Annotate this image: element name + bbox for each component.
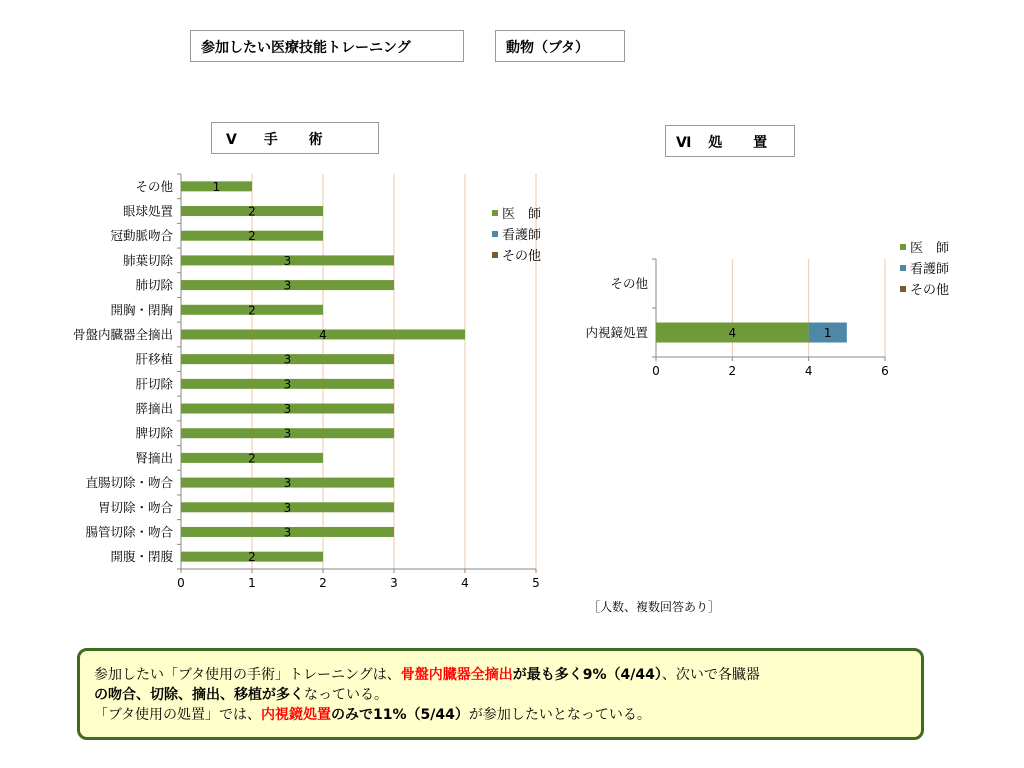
surgery-category-label: 開腹・閉腹 — [110, 549, 173, 565]
surgery-category-label: 肝切除 — [135, 376, 173, 392]
surgery-data-label: 3 — [283, 377, 292, 392]
surgery-category-label: その他 — [135, 178, 173, 194]
page-title: 参加したい医療技能トレーニング — [190, 30, 464, 62]
surgery-x-tick-label: 1 — [248, 576, 256, 590]
legend-item-doctor — [900, 236, 949, 257]
legend-label-other: その他 — [910, 283, 950, 298]
legend-swatch-doctor — [492, 210, 498, 216]
summary-line-3 — [94, 705, 907, 725]
legend-swatch-other — [900, 286, 906, 292]
summary-highlight: 骨盤内臓器全摘出 — [400, 667, 513, 683]
legend-swatch-nurse — [492, 231, 498, 237]
legend-item-nurse — [492, 223, 541, 244]
surgery-data-label: 3 — [283, 402, 292, 417]
surgery-data-label: 3 — [283, 278, 292, 293]
procedure-category-label: その他 — [610, 276, 648, 291]
procedure-title-numeral: Ⅵ — [676, 135, 692, 151]
surgery-data-label: 2 — [248, 550, 256, 565]
legend-item-other — [492, 244, 541, 265]
procedure-title-char1: 処 — [708, 135, 723, 151]
surgery-data-label: 2 — [248, 204, 256, 219]
summary-text: 参加したい「ブタ使用の手術」トレーニングは、 — [94, 667, 401, 683]
legend-swatch-doctor — [900, 244, 906, 250]
surgery-data-label: 3 — [283, 253, 292, 268]
summary-text: が参加したいとなっている。 — [468, 707, 651, 723]
surgery-data-label: 4 — [319, 327, 327, 342]
surgery-title-char2: 術 — [308, 132, 323, 148]
surgery-data-label: 2 — [248, 451, 256, 466]
surgery-data-label: 3 — [283, 352, 292, 367]
procedure-title-char2: 置 — [753, 135, 768, 151]
summary-bold: のみで11%（5/44） — [331, 707, 469, 723]
procedure-x-tick-label: 0 — [652, 364, 660, 378]
legend-label-other: その他 — [502, 249, 542, 264]
legend-label-doctor: 医 師 — [910, 241, 950, 256]
surgery-category-label: 腸管切除・吻合 — [85, 524, 173, 540]
legend-label-nurse: 看護師 — [910, 262, 950, 277]
surgery-category-label: 腎摘出 — [135, 450, 173, 466]
surgery-x-tick-label: 4 — [461, 576, 469, 590]
summary-text: なっている。 — [304, 687, 388, 703]
surgery-category-label: 膵摘出 — [135, 401, 173, 417]
summary-line-1 — [94, 665, 907, 685]
legend-item-doctor — [492, 202, 541, 223]
procedure-category-label: 内視鏡処置 — [585, 325, 648, 340]
animal-label: 動物（ブタ） — [495, 30, 625, 62]
legend-label-nurse: 看護師 — [502, 228, 542, 243]
summary-text: 、次いで各臓器 — [661, 667, 760, 683]
surgery-category-label: 直腸切除・吻合 — [85, 475, 173, 491]
surgery-title-numeral: Ⅴ — [226, 132, 237, 148]
surgery-data-label: 2 — [248, 303, 256, 318]
surgery-category-label: 脾切除 — [135, 425, 173, 441]
legend-swatch-nurse — [900, 265, 906, 271]
surgery-data-label: 2 — [248, 229, 256, 244]
surgery-data-label: 3 — [283, 426, 292, 441]
procedure-x-tick-label: 2 — [728, 364, 737, 378]
surgery-category-label: 胃切除・吻合 — [97, 499, 173, 515]
surgery-x-tick-label: 5 — [532, 576, 540, 590]
surgery-legend — [492, 202, 541, 265]
summary-highlight: 内視鏡処置 — [261, 707, 332, 723]
surgery-category-label: 骨盤内臓器全摘出 — [72, 326, 173, 342]
summary-line-2 — [94, 685, 907, 705]
procedure-legend — [900, 236, 949, 299]
surgery-x-tick-label: 0 — [177, 576, 185, 590]
surgery-x-tick-label: 2 — [319, 576, 327, 590]
summary-bold: の吻合、切除、摘出、移植が多く — [94, 687, 304, 703]
surgery-data-label: 3 — [283, 500, 292, 515]
summary-text: 「ブタ使用の処置」では、 — [94, 707, 262, 723]
legend-swatch-other — [492, 252, 498, 258]
procedure-data-label: 1 — [823, 326, 832, 340]
respondent-note: ［人数、複数回答あり］ — [588, 600, 721, 614]
summary-box — [77, 648, 924, 740]
surgery-category-label: 開胸・閉胸 — [110, 302, 173, 318]
procedure-data-label: 4 — [728, 326, 737, 340]
legend-label-doctor: 医 師 — [502, 207, 542, 222]
surgery-category-label: 眼球処置 — [122, 203, 173, 219]
surgery-x-tick-label: 3 — [390, 576, 398, 590]
surgery-data-label: 3 — [283, 476, 292, 491]
surgery-category-label: 肝移植 — [135, 351, 173, 367]
surgery-category-label: 冠動脈吻合 — [110, 228, 173, 244]
surgery-title-char1: 手 — [263, 132, 278, 148]
surgery-category-label: 肺葉切除 — [122, 252, 173, 268]
legend-item-other — [900, 278, 949, 299]
legend-item-nurse — [900, 257, 949, 278]
summary-bold: が最も多く9%（4/44） — [512, 667, 662, 683]
surgery-category-label: 肺切除 — [135, 277, 173, 293]
surgery-data-label: 1 — [212, 179, 221, 194]
surgery-data-label: 3 — [283, 525, 292, 540]
procedure-x-tick-label: 6 — [881, 364, 889, 378]
procedure-x-tick-label: 4 — [804, 364, 813, 378]
